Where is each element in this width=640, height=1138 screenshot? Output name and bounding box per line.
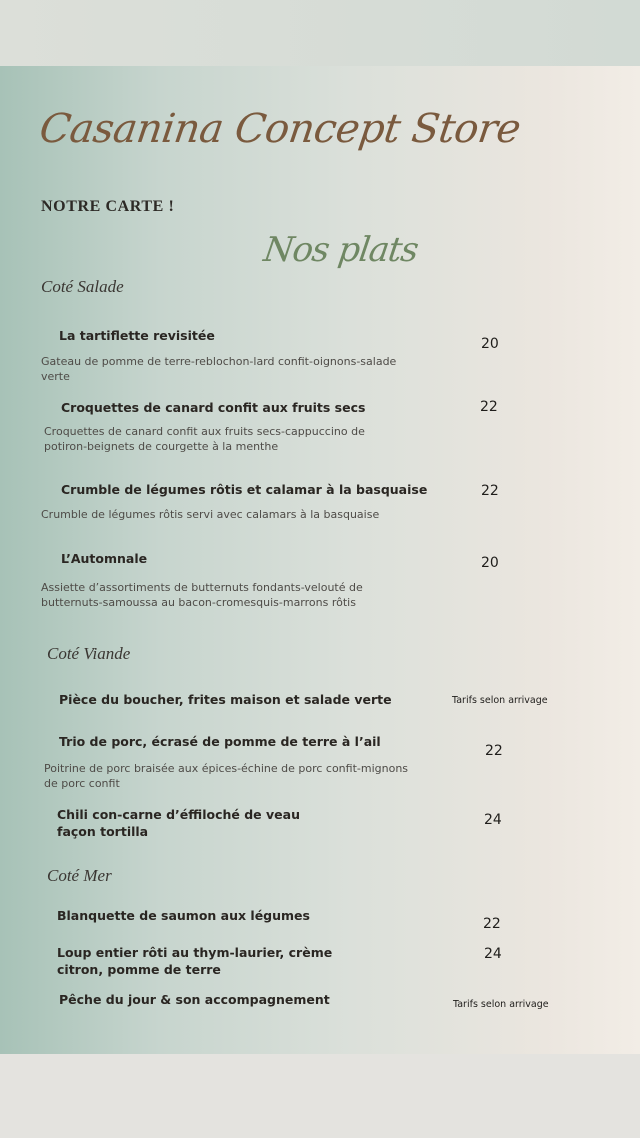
- dish-name: Blanquette de saumon aux légumes: [57, 908, 310, 923]
- dish-name: La tartiflette revisitée: [59, 328, 215, 343]
- dish-description: Croquettes de canard confit aux fruits secs-cappuccino de potiron-beignets de courgette à la menthe: [44, 425, 365, 453]
- dish-price: 22: [485, 743, 503, 759]
- dish-price: 24: [484, 812, 502, 828]
- dish-description: Poitrine de porc braisée aux épices-échine de porc confit-mignons de porc confit: [44, 762, 409, 790]
- dish-price: 22: [483, 916, 501, 932]
- dish-name: Pêche du jour & son accompagnement: [59, 992, 330, 1007]
- section-title-mer: Coté Mer: [47, 866, 112, 885]
- bottom-band: [0, 1054, 640, 1138]
- dish-price: 20: [481, 336, 499, 352]
- top-band: [0, 0, 640, 66]
- dish-price: Tarifs selon arrivage: [452, 695, 548, 706]
- menu-card: [0, 66, 640, 1054]
- dish-description: Assiette d’assortiments de butternuts fondants-velouté de butternuts-samoussa au bacon-cromesquis-marrons rôtis: [41, 581, 363, 609]
- section-title-salade: Coté Salade: [41, 277, 124, 296]
- dish-price: 22: [481, 483, 499, 499]
- dish-price: 22: [480, 399, 498, 415]
- dish-name: Pièce du boucher, frites maison et salade verte: [59, 692, 392, 707]
- dish-price: Tarifs selon arrivage: [453, 999, 549, 1010]
- dish-name: Trio de porc, écrasé de pomme de terre à l’ail: [59, 734, 381, 749]
- dish-price: 20: [481, 555, 499, 571]
- dish-name: Loup entier rôti au thym-laurier, crème citron, pomme de terre: [57, 945, 333, 977]
- store-title: Casanina Concept Store: [36, 106, 524, 152]
- section-title-viande: Coté Viande: [47, 644, 131, 663]
- dish-name: L’Automnale: [61, 551, 148, 566]
- nos-plats-subtitle: Nos plats: [261, 230, 421, 270]
- dish-name: Chili con-carne d’éffiloché de veau façon tortilla: [57, 807, 300, 839]
- notre-carte-heading: NOTRE CARTE !: [41, 198, 175, 215]
- dish-description: Gateau de pomme de terre-reblochon-lard confit-oignons-salade verte: [41, 355, 397, 383]
- dish-name: Crumble de légumes rôtis et calamar à la basquaise: [61, 482, 428, 497]
- dish-price: 24: [484, 946, 502, 962]
- dish-name: Croquettes de canard confit aux fruits secs: [61, 400, 366, 415]
- dish-description: Crumble de légumes rôtis servi avec calamars à la basquaise: [41, 508, 380, 521]
